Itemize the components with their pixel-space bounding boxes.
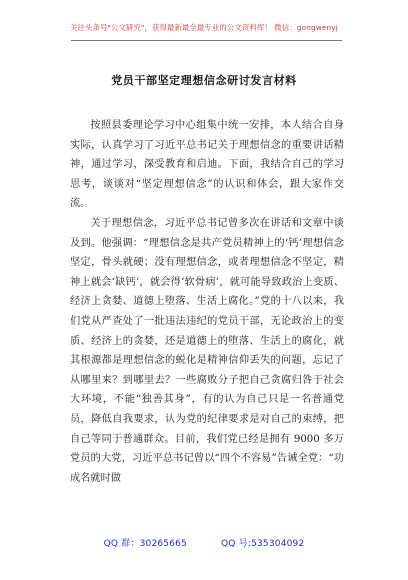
- footer-contact: [0, 536, 408, 549]
- body-paragraph: 关于理想信念，习近平总书记曾多次在讲话和文章中谈及到。他强调：“理想信念是共产党员精神上的‘钙’理想信念坚定，骨头就硬；没有理想信念，或者理想信念不坚定，精神上就会‘缺钙’，就会得‘软骨病’，就可能导致政治上变质、经济上贪婪、道德上堕落、生活上腐化。”党的十八以来，我们党从严查处了一批违法违纪的党员干部，无论政治上的变质、经济上的贪婪，还是道德上的堕落、生活上的腐化，就其根源都是理想信念的蜕化是精神信仰丢失的问题，忘记了从哪里来？到哪里去？一些腐败分子把自己贪腐归咎于社会大环境，不能“独善其身”，有的认为自己只是一名普通党员，降低自我要求，认为党的纪律要求是对自己的束缚，把自己等同于普通群众。目前，我们党已经是拥有 9000 多万党员的大党，习近平总书记曾以“四个不容易”告诫全党：“功成名就时做: [70, 217, 344, 484]
- footer-qq-number: QQ 号:535304092: [221, 539, 305, 549]
- body-paragraph: 按照县委理论学习中心组集中统一安排，本人结合自身实际，认真学习了习近平总书记关于理想信念的重要讲话精神，通过学习，深受教育和启迪。下面，我结合自己的学习思考，谈谈对“坚定理想信念”的认识和体会，跟大家作交流。: [70, 120, 344, 210]
- footer-qq-group: QQ 群：30265665: [103, 539, 188, 549]
- document-title: 党员干部坚定理想信念研讨发言材料: [111, 74, 297, 87]
- header-divider: [71, 40, 342, 41]
- header-banner: 关注头条号"公文研究"，获得最新最全最专业的公文资料库！ 微信：gongwenyj: [70, 23, 338, 32]
- document-body: [70, 116, 344, 488]
